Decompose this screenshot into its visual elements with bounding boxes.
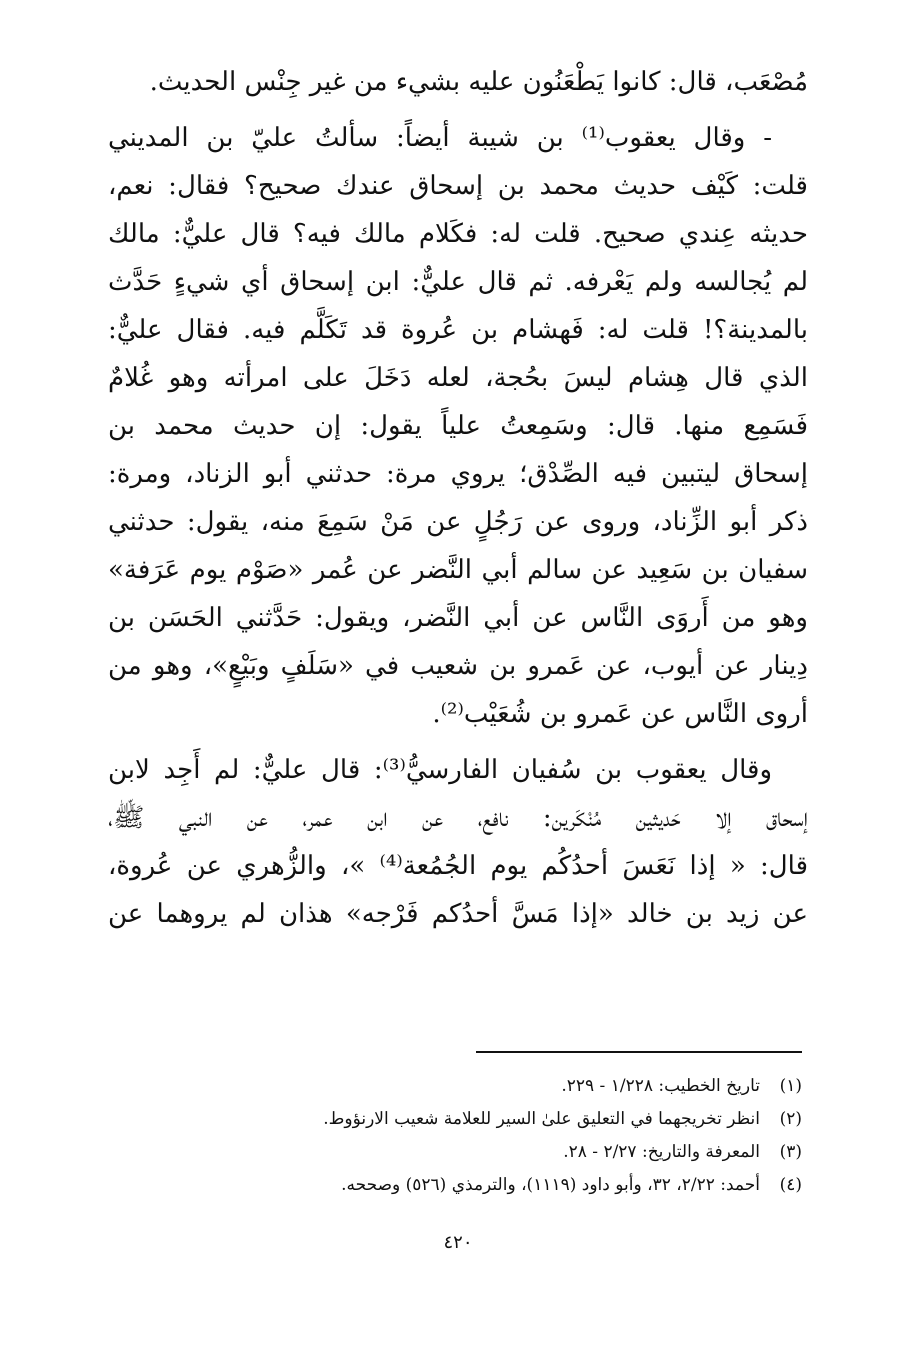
footnote-text: تاريخ الخطيب: ١/٢٢٨ - ٢٢٩. — [561, 1076, 760, 1096]
text-line: سفيان بن سَعِيد عن سالم أبي النَّضر عن عُمر «صَوْم يوم عَرَفة» — [108, 555, 808, 585]
footnote — [112, 1070, 802, 1103]
footnote-text: المعرفة والتاريخ: ٢/٢٧ - ٢٨. — [563, 1142, 760, 1162]
footnote-number: (٤) — [779, 1175, 802, 1195]
text-line: إسحاق ليتبين فيه الصِّدْق؛ يروي مرة: حدثني أبو الزناد، ومرة: — [108, 459, 808, 489]
footnote-separator — [476, 1051, 802, 1053]
text-line: قال: « إذا نَعَسَ أحدُكُم يوم الجُمُعة⁽⁴⁾ »، والزُّهري عن عُروة، — [108, 851, 808, 881]
footnotes — [112, 1070, 802, 1202]
page-number: ٤٢٠ — [443, 1232, 473, 1253]
paragraph-gap — [108, 738, 808, 746]
footnote — [112, 1136, 802, 1169]
footnote-text: انظر تخريجهما في التعليق علىٰ السير للعلامة شعيب الارنؤوط. — [323, 1109, 760, 1129]
text-line: وهو من أَروَى النَّاس عن أبي النَّضر، ويقول: حَدَّثني الحَسَن بن — [108, 603, 808, 633]
text-line: مُصْعَب، قال: كانوا يَطْعَنُون عليه بشيء من غير جِنْس الحديث. — [149, 67, 808, 97]
footnote-number: (٢) — [779, 1109, 802, 1129]
text-line: إسحاق إلا حَديثين مُنْكَرين: نافع، عن ابن عمر، عن النبي ﷺ، — [108, 803, 808, 833]
text-line: - وقال يعقوب⁽¹⁾ بن شيبة أيضاً: سألتُ عليّ بن المديني — [108, 123, 772, 153]
footnote-number: (٣) — [779, 1142, 802, 1162]
text-line: فَسَمِع منها. قال: وسَمِعتُ علياً يقول: إن حديث محمد بن — [108, 411, 808, 441]
paragraph-gap — [108, 106, 808, 114]
text-line: بالمدينة؟! قلت له: فَهشام بن عُروة قد تَكَلَّم فيه. فقال عليٌّ: — [108, 315, 808, 345]
footnote-text: أحمد: ٢/٢٢، ٣٢، وأبو داود (١١١٩)، والترمذي (٥٢٦) وصححه. — [341, 1175, 760, 1195]
text-line: أروى النَّاس عن عَمرو بن شُعَيْب⁽²⁾. — [432, 699, 808, 729]
text-line: عن زيد بن خالد «إذا مَسَّ أحدُكم فَرْجه» هذان لم يروهما عن — [108, 899, 808, 929]
text-line: حديثه عِندي صحيح. قلت له: فكَلام مالك فيه؟ قال عليٌّ: مالك — [108, 219, 808, 249]
footnote — [112, 1169, 802, 1202]
text-line: الذي قال هِشام ليسَ بحُجة، لعله دَخَلَ على امرأته وهو غُلامٌ — [108, 363, 808, 393]
text-line: لم يُجالسه ولم يَعْرفه. ثم قال عليٌّ: ابن إسحاق أي شيءٍ حَدَّث — [108, 267, 808, 297]
footnote — [112, 1103, 802, 1136]
text-line: وقال يعقوب بن سُفيان الفارسيُّ⁽³⁾: قال عليٌّ: لم أَجِد لابن — [108, 755, 772, 785]
text-line: قلت: كَيْف حديث محمد بن إسحاق عندك صحيح؟ فقال: نعم، — [108, 171, 808, 201]
text-line: ذكر أبو الزِّناد، وروى عن رَجُلٍ عن مَنْ سَمِعَ منه، يقول: حدثني — [108, 507, 808, 537]
text-line: دِينار عن أيوب، عن عَمرو بن شعيب في «سَلَفٍ وبَيْعٍ»، وهو من — [108, 651, 808, 681]
footnote-number: (١) — [779, 1076, 802, 1096]
main-text — [108, 58, 808, 938]
